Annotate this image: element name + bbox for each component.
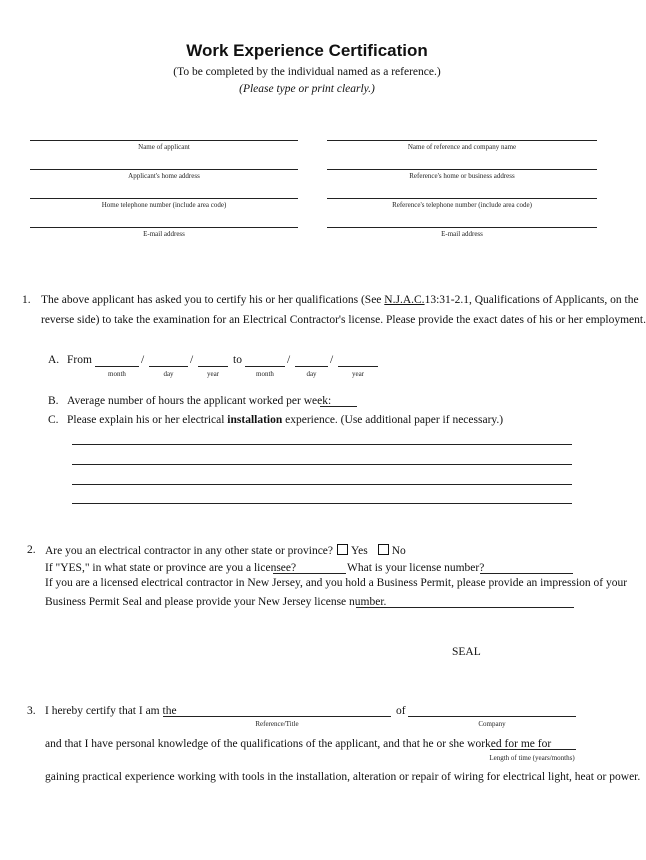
reference-address-line[interactable] [327, 169, 597, 170]
reference-phone-line[interactable] [327, 198, 597, 199]
q1-line1: The above applicant has asked you to certify his or her qualifications (See N.J.A.C.13:31-2.1, Qualifications of Applicants, on the [41, 294, 639, 306]
length-of-time-field[interactable] [490, 749, 576, 750]
q3-line1: I hereby certify that I am the [45, 705, 177, 717]
q1a-label: A. [48, 354, 60, 366]
q2-number: 2. [27, 544, 36, 556]
reference-title-caption: Reference/Title [255, 720, 299, 728]
license-number-field[interactable] [480, 573, 573, 574]
q1-line2: reverse side) to take the examination for an Electrical Contractor's license. Please provide the exact dates of his or her employment. [41, 314, 646, 326]
q3-number: 3. [27, 705, 36, 717]
name-applicant-caption: Name of applicant [138, 143, 190, 151]
explanation-line-2[interactable] [72, 464, 572, 465]
from-day-field[interactable] [149, 366, 188, 367]
explanation-line-3[interactable] [72, 484, 572, 485]
slash-4: / [330, 354, 334, 366]
applicant-address-line[interactable] [30, 169, 298, 170]
explanation-line-1[interactable] [72, 444, 572, 445]
form-instruction: (Please type or print clearly.) [239, 83, 375, 95]
no-label: No [391, 545, 406, 557]
reference-title-field[interactable] [163, 716, 391, 717]
length-of-time-caption: Length of time (years/months) [489, 754, 575, 762]
reference-phone-caption: Reference's telephone number (include area code) [392, 201, 532, 209]
q2-line4: Business Permit Seal and please provide your New Jersey license number. [45, 596, 387, 608]
home-phone-line[interactable] [30, 198, 298, 199]
slash-2: / [190, 354, 194, 366]
njac-link[interactable]: N.J.A.C. [384, 294, 425, 306]
from-year-field[interactable] [198, 366, 228, 367]
q1c-label: C. [48, 414, 59, 426]
q1a-to: to [233, 354, 242, 366]
to-year-caption: year [351, 370, 365, 378]
yes-label: Yes [351, 545, 368, 557]
home-phone-caption: Home telephone number (include area code) [101, 201, 227, 209]
slash-1: / [141, 354, 145, 366]
email-left-caption: E-mail address [143, 230, 185, 238]
from-year-caption: year [206, 370, 220, 378]
to-month-caption: month [256, 370, 274, 378]
to-month-field[interactable] [245, 366, 285, 367]
company-caption: Company [478, 720, 506, 728]
form-title: Work Experience Certification [186, 41, 428, 60]
q3-line3: gaining practical experience working with tools in the installation, alteration or repair of wiring for electrical light, heat or power. [45, 771, 641, 783]
q1-number: 1. [22, 294, 31, 306]
company-field[interactable] [408, 716, 576, 717]
hours-per-week-field[interactable] [320, 406, 357, 407]
q2-line2a: If "YES," in what state or province are you a licensee? [45, 562, 297, 574]
licensee-state-field[interactable] [273, 573, 346, 574]
seal-label: SEAL [452, 646, 481, 658]
explanation-line-4[interactable] [72, 503, 572, 504]
q1a-from: From [67, 354, 92, 366]
q2-line2b: What is your license number? [347, 562, 485, 574]
to-year-field[interactable] [338, 366, 378, 367]
q1b-text: Average number of hours the applicant worked per week: [67, 395, 332, 407]
slash-3: / [287, 354, 291, 366]
q1c-text: Please explain his or her electrical installation experience. (Use additional paper if necessary.) [67, 414, 504, 426]
reference-address-caption: Reference's home or business address [409, 172, 515, 180]
nj-license-number-field[interactable] [356, 607, 574, 608]
no-checkbox[interactable] [378, 544, 389, 555]
q1b-label: B. [48, 395, 59, 407]
name-reference-line[interactable] [327, 140, 597, 141]
q3-line2: and that I have personal knowledge of the qualifications of the applicant, and that he or she worked for me for [45, 738, 552, 750]
form-subtitle: (To be completed by the individual named as a reference.) [173, 66, 441, 78]
email-right-line[interactable] [327, 227, 597, 228]
name-reference-caption: Name of reference and company name [407, 143, 517, 151]
to-day-field[interactable] [295, 366, 328, 367]
q3-of: of [396, 705, 406, 717]
from-month-caption: month [108, 370, 126, 378]
name-applicant-line[interactable] [30, 140, 298, 141]
from-month-field[interactable] [95, 366, 139, 367]
from-day-caption: day [163, 370, 174, 378]
email-left-line[interactable] [30, 227, 298, 228]
applicant-address-caption: Applicant's home address [128, 172, 200, 180]
to-day-caption: day [306, 370, 317, 378]
email-right-caption: E-mail address [441, 230, 483, 238]
q2-line1: Are you an electrical contractor in any other state or province? Yes No [45, 545, 406, 557]
yes-checkbox[interactable] [337, 544, 348, 555]
q2-line3: If you are a licensed electrical contractor in New Jersey, and you hold a Business Permit, please provide an impression of your [45, 577, 628, 589]
